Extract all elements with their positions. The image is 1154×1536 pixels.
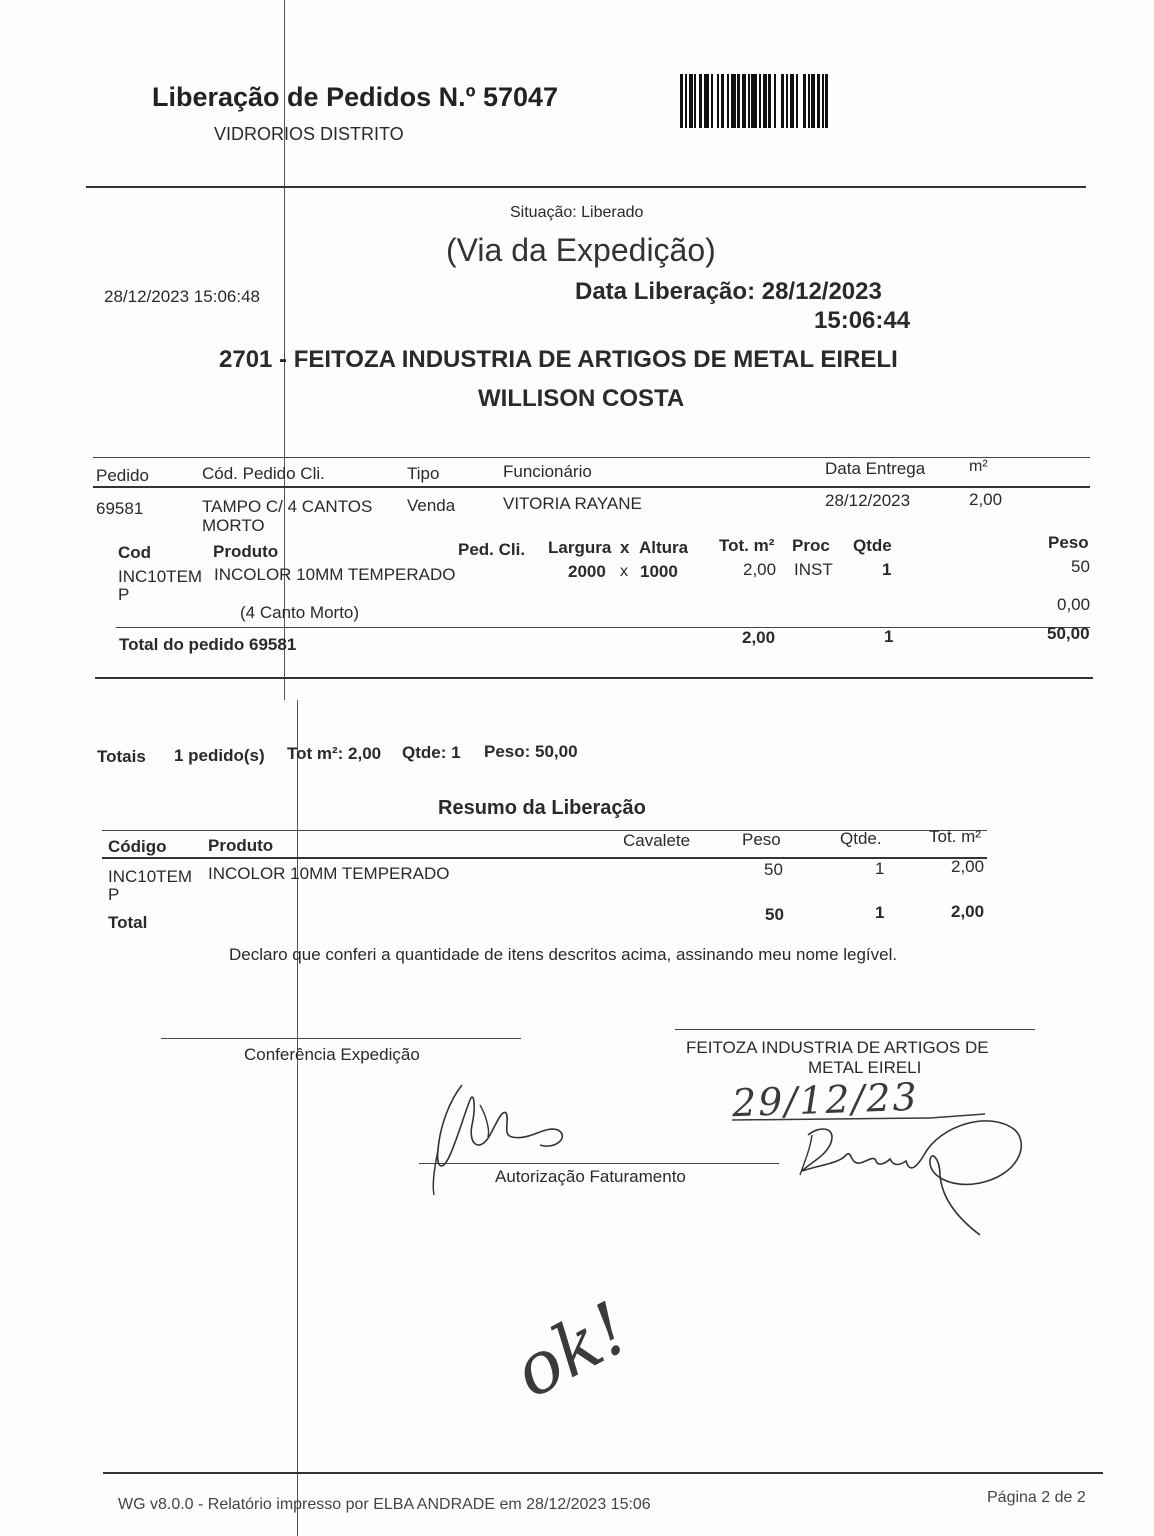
- company-name: VIDRORIOS DISTRITO: [214, 124, 404, 144]
- resumo-total-peso: 50: [765, 905, 784, 924]
- item-cod-1: INC10TEM: [118, 567, 203, 586]
- barcode: [680, 74, 856, 128]
- client-signature-name-1: FEITOZA INDUSTRIA DE ARTIGOS DE: [686, 1038, 989, 1057]
- order-header-bottom-line: [93, 486, 1090, 488]
- resumo-col-qtde: Qtde.: [840, 829, 882, 848]
- order-data-entrega: 28/12/2023: [825, 491, 911, 510]
- totals-label: Totais: [97, 747, 146, 766]
- resumo-col-produto: Produto: [208, 836, 274, 855]
- col-cod-pedido-cli: Cód. Pedido Cli.: [202, 464, 325, 483]
- item-altura: 1000: [640, 562, 678, 581]
- totals-qtde: Qtde: 1: [402, 743, 461, 762]
- resumo-peso: 50: [764, 860, 783, 879]
- item-col-x: x: [620, 538, 630, 557]
- order-cod-cli-1: TAMPO C/ 4 CANTOS: [202, 497, 373, 516]
- item-col-altura: Altura: [639, 538, 689, 557]
- resumo-col-cavalete: Cavalete: [623, 831, 691, 850]
- item-col-proc: Proc: [792, 536, 830, 555]
- footer-line: [103, 1472, 1103, 1474]
- item-qtde: 1: [882, 560, 892, 579]
- footer-page-number: Página 2 de 2: [987, 1489, 1086, 1506]
- client-contact: WILLISON COSTA: [478, 385, 685, 412]
- col-tipo: Tipo: [407, 464, 440, 483]
- data-liberacao-time: 15:06:44: [814, 307, 911, 334]
- resumo-total-label: Total: [108, 913, 148, 932]
- resumo-col-tot-m2: Tot. m²: [929, 827, 981, 846]
- resumo-title: Resumo da Liberação: [438, 797, 646, 819]
- resumo-total-qtde: 1: [875, 903, 885, 922]
- declaration-text: Declaro que conferi a quantidade de itens descritos acima, assinando meu nome legível.: [229, 945, 898, 964]
- col-m2: m²: [969, 458, 988, 475]
- resumo-tot-m2: 2,00: [951, 857, 985, 876]
- autorizacao-label: Autorização Faturamento: [495, 1167, 686, 1186]
- order-cod-cli-2: MORTO: [202, 516, 265, 535]
- item-col-largura: Largura: [548, 538, 612, 557]
- resumo-col-peso: Peso: [742, 830, 781, 849]
- resumo-header-bottom-line: [102, 857, 987, 859]
- order-total-m2: 2,00: [742, 628, 776, 647]
- item-x: x: [620, 563, 628, 580]
- situacao-label: Situação: Liberado: [510, 204, 644, 221]
- resumo-codigo-1: INC10TEM: [108, 867, 193, 886]
- resumo-col-codigo: Código: [108, 837, 167, 856]
- col-funcionario: Funcionário: [503, 462, 592, 481]
- page-title: Liberação de Pedidos N.º 57047: [152, 82, 559, 112]
- conferencia-label: Conferência Expedição: [244, 1045, 420, 1064]
- item-col-cod: Cod: [118, 543, 152, 562]
- item-largura: 2000: [568, 562, 606, 581]
- item-col-peso: Peso: [1048, 533, 1089, 552]
- totals-peso: Peso: 50,00: [484, 742, 578, 761]
- printed-datetime: 28/12/2023 15:06:48: [104, 287, 260, 306]
- item-note: (4 Canto Morto): [240, 603, 360, 622]
- footer-printed-by: WG v8.0.0 - Relatório impresso por ELBA ANDRADE em 28/12/2023 15:06: [118, 1496, 651, 1513]
- divider-top: [86, 186, 1086, 188]
- resumo-total-tot-m2: 2,00: [951, 902, 985, 921]
- client-signature-name-2: METAL EIRELI: [808, 1058, 922, 1077]
- col-data-entrega: Data Entrega: [825, 459, 926, 478]
- item-col-qtde: Qtde: [853, 536, 892, 555]
- handwritten-ok-note: ok!: [500, 1285, 642, 1415]
- item-col-ped-cli: Ped. Cli.: [458, 540, 526, 559]
- item-tot-m2: 2,00: [743, 560, 777, 579]
- resumo-produto: INCOLOR 10MM TEMPERADO: [208, 864, 450, 883]
- order-pedido: 69581: [96, 499, 144, 518]
- order-total-peso: 50,00: [1047, 624, 1090, 643]
- order-total-qtde: 1: [884, 627, 894, 646]
- order-header-top-line: [93, 457, 1090, 458]
- client-name: 2701 - FEITOZA INDUSTRIA DE ARTIGOS DE METAL EIRELI: [219, 346, 898, 373]
- fold-line-lower: [297, 700, 298, 1536]
- totals-tot-m2: Tot m²: 2,00: [287, 744, 382, 763]
- client-signature-line: [675, 1029, 1035, 1030]
- item-proc: INST: [794, 560, 833, 579]
- handwritten-date: 29/12/23: [731, 1074, 920, 1126]
- item-cod-2: P: [118, 585, 130, 604]
- resumo-qtde: 1: [875, 859, 885, 878]
- item-peso: 50: [1071, 557, 1090, 576]
- signature-scribble-right: [790, 1105, 1030, 1245]
- totals-pedidos: 1 pedido(s): [174, 746, 265, 765]
- col-pedido: Pedido: [96, 466, 149, 485]
- via-label: (Via da Expedição): [446, 232, 716, 268]
- item-col-tot-m2: Tot. m²: [719, 536, 775, 555]
- order-total-label: Total do pedido 69581: [119, 635, 297, 654]
- item-produto: INCOLOR 10MM TEMPERADO: [214, 565, 456, 584]
- data-liberacao-label: Data Liberação: 28/12/2023: [575, 278, 882, 305]
- order-tipo: Venda: [407, 496, 456, 515]
- item-note-peso: 0,00: [1057, 595, 1091, 614]
- order-total-line: [116, 627, 1090, 628]
- conferencia-signature-line: [161, 1038, 521, 1039]
- order-m2: 2,00: [969, 490, 1003, 509]
- order-funcionario: VITORIA RAYANE: [503, 494, 642, 513]
- resumo-codigo-2: P: [108, 885, 120, 904]
- order-section-bottom-line: [95, 677, 1093, 679]
- item-col-produto: Produto: [213, 542, 279, 561]
- signature-scribble-left: [420, 1075, 580, 1200]
